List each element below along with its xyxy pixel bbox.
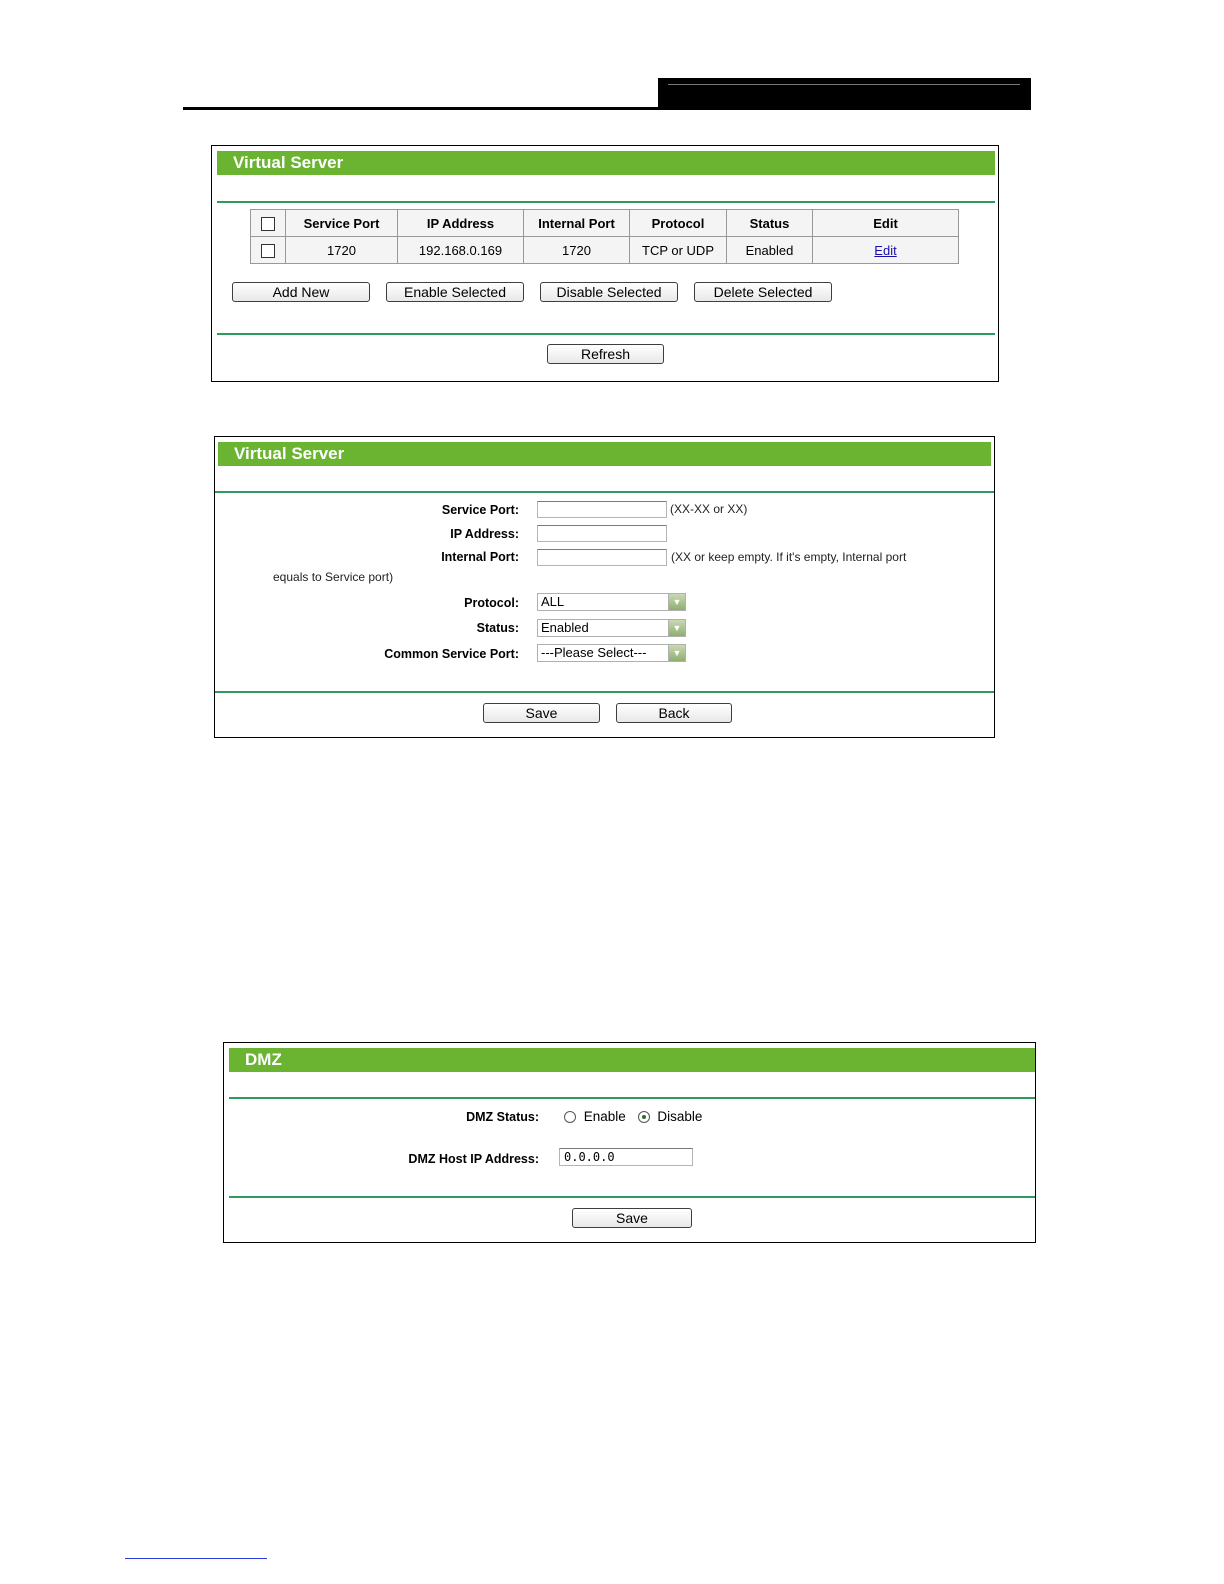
status-cell: Enabled — [727, 237, 813, 264]
column-header: Service Port — [286, 210, 398, 237]
chevron-down-icon: ▼ — [668, 594, 685, 610]
edit-cell — [813, 237, 959, 264]
column-header: IP Address — [398, 210, 524, 237]
status-select[interactable] — [537, 619, 686, 637]
divider — [229, 1196, 1035, 1198]
document-header-block-line — [668, 84, 1020, 85]
ip-address-label: IP Address: — [450, 527, 519, 541]
dmz-host-ip-input[interactable] — [559, 1148, 693, 1166]
column-header: Edit — [813, 210, 959, 237]
refresh-button[interactable]: Refresh — [547, 344, 664, 364]
ip-address-input[interactable] — [537, 525, 667, 542]
status-label: Status: — [476, 621, 519, 635]
dmz-enable-radio[interactable] — [564, 1111, 576, 1123]
footer-link-underline — [125, 1558, 267, 1559]
row-checkbox[interactable] — [261, 244, 275, 258]
service-port-label: Service Port: — [441, 503, 519, 517]
dmz-status-label: DMZ Status: — [466, 1110, 539, 1124]
virtual-server-list-panel — [211, 145, 999, 382]
column-header: Internal Port — [524, 210, 630, 237]
column-header: Status — [727, 210, 813, 237]
dmz-enable-label: Enable — [583, 1109, 626, 1124]
dmz-host-ip-label: DMZ Host IP Address: — [408, 1152, 539, 1166]
divider — [229, 1097, 1035, 1099]
common-service-port-selected-value: ---Please Select--- — [541, 645, 647, 660]
select-all-cell — [251, 210, 286, 237]
service-port-input[interactable] — [537, 501, 667, 518]
virtual-server-table — [250, 209, 959, 264]
internal-port-hint-continued: equals to Service port) — [273, 570, 394, 584]
common-service-port-select[interactable] — [537, 644, 686, 662]
select-all-checkbox[interactable] — [261, 217, 275, 231]
protocol-selected-value: ALL — [541, 594, 565, 609]
document-header-block — [658, 78, 1031, 110]
dmz-status-options — [564, 1109, 702, 1124]
panel-title: Virtual Server — [217, 151, 995, 175]
table-row — [251, 237, 959, 264]
panel-title: DMZ — [229, 1048, 1035, 1072]
virtual-server-form-panel — [214, 436, 995, 738]
edit-link[interactable]: Edit — [874, 242, 897, 258]
internal-port-input[interactable] — [537, 549, 667, 566]
divider — [217, 201, 995, 203]
protocol-cell: TCP or UDP — [630, 237, 727, 264]
internal-port-cell: 1720 — [524, 237, 630, 264]
enable-selected-button[interactable]: Enable Selected — [386, 282, 524, 302]
status-selected-value: Enabled — [541, 620, 589, 635]
add-new-button[interactable]: Add New — [232, 282, 370, 302]
table-header-row — [251, 210, 959, 237]
dmz-save-button[interactable]: Save — [572, 1208, 692, 1228]
service-port-hint: (XX-XX or XX) — [670, 502, 748, 516]
delete-selected-button[interactable]: Delete Selected — [694, 282, 832, 302]
chevron-down-icon: ▼ — [668, 620, 685, 636]
row-select-cell — [251, 237, 286, 264]
dmz-disable-radio[interactable] — [638, 1111, 650, 1123]
common-service-port-label: Common Service Port: — [384, 647, 519, 661]
back-button[interactable]: Back — [616, 703, 732, 723]
chevron-down-icon: ▼ — [668, 645, 685, 661]
divider — [215, 491, 994, 493]
disable-selected-button[interactable]: Disable Selected — [540, 282, 678, 302]
ip-address-cell: 192.168.0.169 — [398, 237, 524, 264]
dmz-panel — [223, 1042, 1036, 1243]
divider — [215, 691, 994, 693]
internal-port-hint: (XX or keep empty. If it's empty, Internal port — [671, 550, 907, 564]
panel-title: Virtual Server — [218, 442, 991, 466]
save-button[interactable]: Save — [483, 703, 600, 723]
column-header: Protocol — [630, 210, 727, 237]
internal-port-label: Internal Port: — [441, 550, 519, 564]
protocol-label: Protocol: — [464, 596, 519, 610]
service-port-cell: 1720 — [286, 237, 398, 264]
dmz-disable-label: Disable — [657, 1109, 703, 1124]
protocol-select[interactable] — [537, 593, 686, 611]
divider — [217, 333, 995, 335]
